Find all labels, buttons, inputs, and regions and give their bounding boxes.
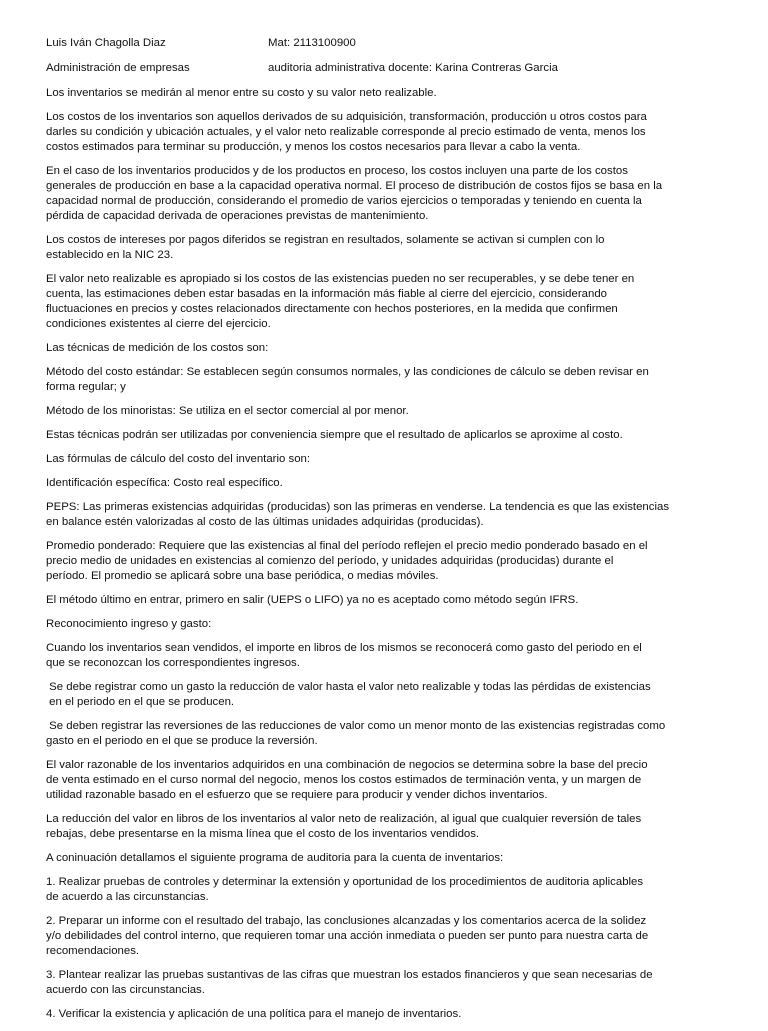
paragraph-line: que se reconozcan los correspondientes ingresos.	[46, 657, 300, 669]
paragraph	[46, 539, 722, 584]
paragraph	[46, 341, 722, 356]
paragraph-line: En el caso de los inventarios producidos y de los productos en proceso, los costos incluyen una parte de los costos	[46, 165, 628, 177]
paragraph-line: Las técnicas de medición de los costos son:	[46, 342, 269, 354]
paragraph	[46, 86, 722, 101]
course-info: auditoria administrativa docente: Karina Contreras Garcia	[268, 62, 558, 74]
paragraph-line: de venta estimado en el curso normal del negocio, menos los costos estimados de terminación venta, y un margen de	[46, 774, 642, 786]
paragraph	[46, 719, 722, 749]
author-name: Luis Iván Chagolla Diaz	[46, 37, 166, 49]
paragraph	[46, 452, 722, 467]
paragraph	[46, 365, 722, 395]
paragraph-line: Reconocimiento ingreso y gasto:	[46, 618, 212, 630]
paragraph-line: Se deben registrar las reversiones de las reducciones de valor como un menor monto de las existencias registradas como	[46, 720, 666, 732]
paragraph-line: condiciones existentes al cierre del ejercicio.	[46, 318, 271, 330]
paragraph	[46, 500, 722, 530]
paragraph-line: cuenta, las estimaciones deben estar basadas en la información más fiable al cierre del ejercicio, considerando	[46, 288, 607, 300]
document-page	[46, 36, 722, 1031]
paragraph-line: rebajas, debe presentarse en la misma línea que el costo de los inventarios vendidos.	[46, 828, 480, 840]
paragraph-line: Estas técnicas podrán ser utilizadas por conveniencia siempre que el resultado de aplicarlos se aproxime al costo.	[46, 429, 623, 441]
paragraph-line: Las fórmulas de cálculo del costo del inventario son:	[46, 453, 311, 465]
paragraph-line: forma regular; y	[46, 381, 126, 393]
paragraph	[46, 164, 722, 224]
paragraph-line: Se debe registrar como un gasto la reducción de valor hasta el valor neto realizable y todas las pérdidas de existencias	[46, 681, 651, 693]
paragraph-line: acuerdo con las circunstancias.	[46, 984, 205, 996]
paragraph-line: A coninuación detallamos el siguiente programa de auditoria para la cuenta de inventarios:	[46, 852, 504, 864]
career-name: Administración de empresas	[46, 62, 190, 74]
paragraph-line: El método último en entrar, primero en salir (UEPS o LIFO) ya no es aceptado como método según IFRS.	[46, 594, 579, 606]
paragraph-line: 3. Plantear realizar las pruebas sustantivas de las cifras que muestran los estados financieros y que sean necesarias de	[46, 969, 653, 981]
paragraph-line: de acuerdo a las circunstancias.	[46, 891, 209, 903]
paragraph-line: Identificación específica: Costo real específico.	[46, 477, 283, 489]
paragraph-line: PEPS: Las primeras existencias adquiridas (producidas) son las primeras en venderse. La tendencia es que las existencias	[46, 501, 670, 513]
paragraph-line: Cuando los inventarios sean vendidos, el importe en libros de los mismos se reconocerá como gasto del periodo en el	[46, 642, 642, 654]
paragraph-line: establecido en la NIC 23.	[46, 249, 174, 261]
student-id: Mat: 2113100900	[268, 37, 356, 49]
paragraph-line: costos estimados para terminar su producción, y menos los costos necesarios para llevar a cabo la venta.	[46, 141, 581, 153]
paragraph-line: Los inventarios se medirán al menor entre su costo y su valor neto realizable.	[46, 87, 437, 99]
paragraph	[46, 914, 722, 959]
paragraph-line: recomendaciones.	[46, 945, 140, 957]
paragraph-line: pérdida de capacidad derivada de operaciones previstas de mantenimiento.	[46, 210, 429, 222]
paragraph-line: Promedio ponderado: Requiere que las existencias al final del período reflejen el precio medio ponderado basado en el	[46, 540, 648, 552]
paragraph-line: La reducción del valor en libros de los inventarios al valor neto de realización, al igual que cualquier reversión de tales	[46, 813, 642, 825]
paragraph-line: capacidad normal de producción, considerando el promedio de varios ejercicios o temporadas y teniendo en cuenta la	[46, 195, 642, 207]
paragraph	[46, 428, 722, 443]
paragraph-line: precio medio de unidades en existencias al comienzo del período, y unidades adquiridas (producidas) durante el	[46, 555, 614, 567]
paragraph-line: 2. Preparar un informe con el resultado del trabajo, las conclusiones alcanzadas y los comentarios acerca de la solidez	[46, 915, 647, 927]
paragraph-line: darles su condición y ubicación actuales, y el valor neto realizable corresponde al precio estimado de venta, menos los	[46, 126, 646, 138]
paragraph	[46, 680, 722, 710]
paragraph-line: período. El promedio se aplicará sobre una base periódica, o medias móviles.	[46, 570, 439, 582]
paragraph-line: fluctuaciones en precios y costes relacionados directamente con hechos posteriores, en la medida que confirmen	[46, 303, 618, 315]
paragraph	[46, 875, 722, 905]
paragraph-line: en balance estén valorizadas al costo de las últimas unidades adquiridas (producidas).	[46, 516, 484, 528]
paragraph-line: y/o debilidades del control interno, que requieren tomar una acción inmediata o pueden ser punto para nuestra carta de	[46, 930, 649, 942]
paragraph	[46, 617, 722, 632]
paragraph	[46, 641, 722, 671]
paragraph	[46, 476, 722, 491]
header-row-2	[46, 61, 722, 76]
paragraph	[46, 404, 722, 419]
paragraph-line: gasto en el periodo en el que se produce la reversión.	[46, 735, 318, 747]
paragraph	[46, 233, 722, 263]
paragraph	[46, 968, 722, 998]
paragraph-line: 4. Verificar la existencia y aplicación de una política para el manejo de inventarios.	[46, 1008, 462, 1020]
body-text	[46, 86, 722, 1022]
paragraph-line: 1. Realizar pruebas de controles y determinar la extensión y oportunidad de los procedimientos de auditoria aplicables	[46, 876, 644, 888]
paragraph-line: Los costos de intereses por pagos diferidos se registran en resultados, solamente se activan si cumplen con lo	[46, 234, 605, 246]
paragraph-line: Método de los minoristas: Se utiliza en el sector comercial al por menor.	[46, 405, 409, 417]
paragraph	[46, 593, 722, 608]
paragraph-line: El valor razonable de los inventarios adquiridos en una combinación de negocios se determina sobre la base del precio	[46, 759, 648, 771]
paragraph-line: utilidad razonable basado en el esfuerzo que se requiere para producir y vender dichos inventarios.	[46, 789, 548, 801]
paragraph-line: Los costos de los inventarios son aquellos derivados de su adquisición, transformación, producción u otros costos para	[46, 111, 647, 123]
paragraph	[46, 851, 722, 866]
paragraph	[46, 272, 722, 332]
paragraph-line: El valor neto realizable es apropiado si los costos de las existencias pueden no ser recuperables, y se debe tener en	[46, 273, 635, 285]
paragraph	[46, 1007, 722, 1022]
paragraph-line: Método del costo estándar: Se establecen según consumos normales, y las condiciones de cálculo se deben revisar en	[46, 366, 649, 378]
header-row-1	[46, 36, 722, 51]
paragraph-line: en el periodo en el que se producen.	[46, 696, 235, 708]
paragraph	[46, 110, 722, 155]
paragraph	[46, 758, 722, 803]
paragraph-line: generales de producción en base a la capacidad operativa normal. El proceso de distribución de costos fijos se basa en la	[46, 180, 663, 192]
paragraph	[46, 812, 722, 842]
